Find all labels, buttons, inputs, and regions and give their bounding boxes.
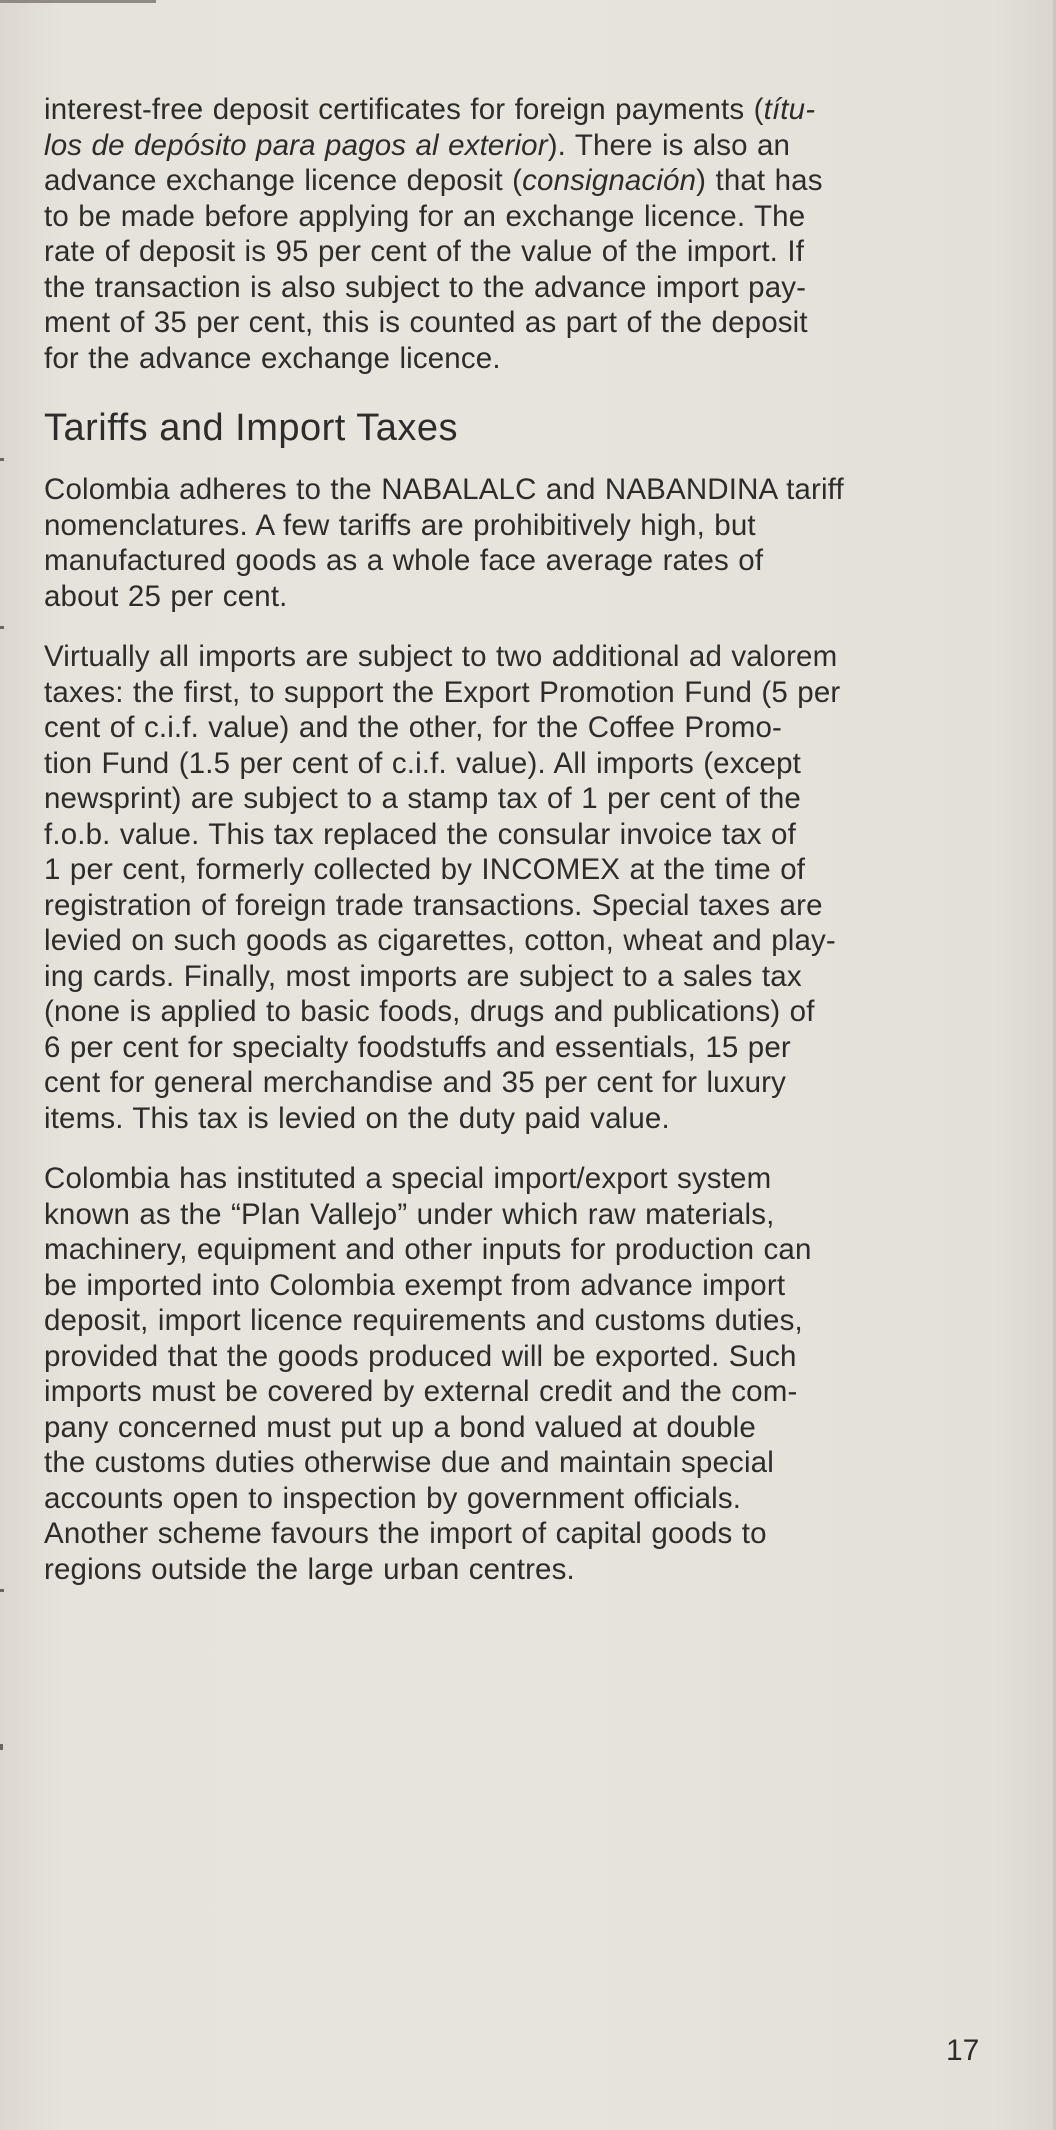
text-line: nomenclatures. A few tariffs are prohibitively high, but bbox=[44, 508, 756, 542]
section-heading: Tariffs and Import Taxes bbox=[44, 407, 459, 449]
text-run: to be made before applying for an exchange licence. The bbox=[44, 199, 806, 233]
text-line: cent of c.i.f. value) and the other, for the Coffee Promo- bbox=[44, 711, 783, 744]
margin-mark bbox=[0, 458, 4, 461]
text-line bbox=[44, 234, 984, 270]
text-line: (none is applied to basic foods, drugs and publications) of bbox=[44, 995, 815, 1028]
text-line: the customs duties otherwise due and maintain special bbox=[44, 1446, 774, 1479]
text-line: 1 per cent, formerly collected by INCOMEX at the time of bbox=[44, 853, 806, 886]
text-line: pany concerned must put up a bond valued at double bbox=[44, 1410, 756, 1444]
text-line: deposit, import licence requirements and customs duties, bbox=[44, 1304, 803, 1337]
text-line: Colombia has instituted a special import/export system bbox=[44, 1162, 772, 1195]
text-run: ). There is also an bbox=[547, 128, 791, 162]
text-line: be imported into Colombia exempt from advance import bbox=[44, 1268, 786, 1302]
text-line: provided that the goods produced will be exported. Such bbox=[44, 1339, 797, 1373]
intro-paragraph bbox=[44, 92, 984, 376]
text-run: for the advance exchange licence. bbox=[44, 341, 501, 375]
text-line: items. This tax is levied on the duty paid value. bbox=[44, 1101, 670, 1135]
text-run: ) that has bbox=[696, 164, 823, 197]
text-line: cent for general merchandise and 35 per cent for luxury bbox=[44, 1066, 787, 1099]
text-line: imports must be covered by external credit and the com- bbox=[44, 1375, 798, 1408]
text-line: tion Fund (1.5 per cent of c.i.f. value). All imports (except bbox=[44, 746, 801, 780]
text-line: levied on such goods as cigarettes, cotton, wheat and play- bbox=[44, 924, 836, 957]
text-line bbox=[44, 163, 984, 199]
text-line: Colombia adheres to the NABALALC and NABANDINA tariff bbox=[44, 473, 844, 506]
text-line bbox=[44, 199, 984, 235]
page-body bbox=[44, 92, 984, 1612]
paragraph-plan-vallejo bbox=[44, 1161, 984, 1587]
text-line: about 25 per cent. bbox=[44, 579, 288, 613]
margin-mark bbox=[0, 626, 4, 629]
text-line bbox=[44, 305, 984, 341]
text-line: registration of foreign trade transactions. Special taxes are bbox=[44, 888, 823, 922]
text-run: interest-free deposit certificates for foreign payments ( bbox=[44, 93, 764, 126]
paragraph-ad-valorem-taxes bbox=[44, 639, 984, 1136]
text-line bbox=[44, 341, 984, 377]
text-line: Virtually all imports are subject to two additional ad valorem bbox=[44, 640, 838, 673]
text-line: newsprint) are subject to a stamp tax of 1 per cent of the bbox=[44, 782, 801, 815]
page-number: 17 bbox=[946, 2034, 980, 2067]
margin-mark bbox=[0, 1589, 4, 1592]
text-line: taxes: the first, to support the Export Promotion Fund (5 per bbox=[44, 675, 841, 709]
italic-term: consignación bbox=[522, 164, 697, 197]
italic-term: títu- bbox=[763, 93, 816, 126]
text-run: advance exchange licence deposit ( bbox=[44, 164, 523, 197]
text-line: regions outside the large urban centres. bbox=[44, 1552, 575, 1586]
text-line bbox=[44, 128, 984, 164]
text-line: known as the “Plan Vallejo” under which raw materials, bbox=[44, 1197, 775, 1231]
text-line: machinery, equipment and other inputs for production can bbox=[44, 1233, 812, 1266]
margin-mark bbox=[0, 1744, 3, 1750]
top-edge-rule bbox=[0, 0, 156, 3]
italic-term: los de depósito para pagos al exterior bbox=[44, 128, 548, 162]
text-line bbox=[44, 92, 984, 128]
text-run: ment of 35 per cent, this is counted as part of the deposit bbox=[44, 306, 808, 339]
text-line: ing cards. Finally, most imports are subject to a sales tax bbox=[44, 959, 802, 993]
text-line: manufactured goods as a whole face average rates of bbox=[44, 544, 764, 577]
text-run: rate of deposit is 95 per cent of the value of the import. If bbox=[44, 235, 805, 268]
text-line: 6 per cent for specialty foodstuffs and essentials, 15 per bbox=[44, 1030, 791, 1064]
text-run: the transaction is also subject to the advance import pay- bbox=[44, 270, 807, 304]
paragraph-tariff-nomenclature bbox=[44, 472, 984, 614]
text-line: f.o.b. value. This tax replaced the consular invoice tax of bbox=[44, 817, 796, 851]
text-line: accounts open to inspection by government officials. bbox=[44, 1481, 742, 1515]
text-line: Another scheme favours the import of capital goods to bbox=[44, 1517, 767, 1550]
text-line bbox=[44, 270, 984, 306]
